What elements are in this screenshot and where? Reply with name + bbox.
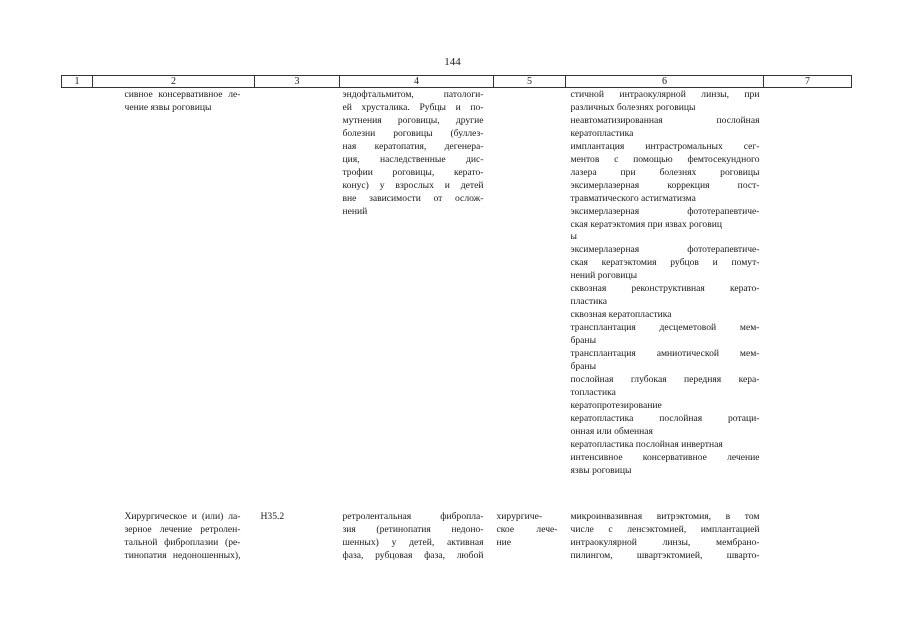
cell-line: Хирургическое и (или) ла- — [124, 511, 241, 522]
cell-line: чение язвы роговицы — [124, 101, 212, 113]
cell-line: эксимерлазерная коррекция пост- — [570, 179, 760, 191]
cell-line: ретролентальная фибропла- — [342, 511, 484, 522]
cell-line: топластика — [570, 386, 616, 398]
header-col-7: 7 — [764, 76, 852, 88]
cell-line: H35.2 — [260, 511, 285, 522]
page-number: 144 — [444, 56, 461, 68]
row2-col2 — [93, 509, 255, 563]
cell-line: кератопластика послойная инвертная — [570, 438, 723, 450]
cell-line: конус) у взрослых и детей — [342, 179, 484, 191]
header-col-4: 4 — [340, 76, 494, 88]
row2-col3 — [255, 509, 340, 563]
cell-line: ментов с помощью фемтосекундного — [570, 153, 760, 165]
cell-line: кератопротезирование — [570, 399, 662, 411]
cell-line: ей хрусталика. Рубцы и по- — [342, 101, 484, 113]
cell-line: сквозная реконструктивная керато- — [570, 283, 760, 295]
row1-col2 — [93, 88, 255, 510]
cell-line: эксимерлазерная фототерапевтиче- — [570, 205, 760, 217]
cell-line: стичной интраокулярной линзы, при — [570, 89, 760, 100]
cell-line: пластика — [570, 296, 608, 308]
cell-line: браны — [570, 335, 597, 347]
cell-line: пилингом, швартэктомией, шварто- — [570, 549, 760, 561]
cell-line: тинопатия недоношенных), — [124, 549, 241, 561]
row1-col7 — [764, 88, 852, 510]
row2-col6 — [566, 509, 764, 563]
cell-line: ция, наследственные дис- — [342, 153, 484, 165]
cell-line: хирургиче- — [496, 511, 543, 522]
cell-line: имплантация интрастромальных сег- — [570, 140, 760, 152]
row1-col6 — [566, 88, 764, 510]
cell-line: трансплантация десцеметовой мем- — [570, 322, 760, 334]
medical-care-table — [61, 75, 852, 563]
row2-col7 — [764, 509, 852, 563]
table-row — [62, 509, 852, 563]
cell-line: тальной фиброплазии (ре- — [124, 536, 241, 548]
header-col-3: 3 — [255, 76, 340, 88]
cell-line: язвы роговицы — [570, 464, 632, 476]
cell-line: ы — [570, 231, 577, 243]
cell-line: онная или обменная — [570, 425, 653, 437]
cell-line: числе с ленсэктомией, имплантацией — [570, 523, 760, 535]
cell-line: микроинвазивная витрэктомия, в том — [570, 511, 760, 522]
row1-col5 — [494, 88, 566, 510]
cell-line: браны — [570, 361, 597, 373]
row1-col4 — [340, 88, 494, 510]
header-col-2: 2 — [93, 76, 255, 88]
row1-col1 — [62, 88, 93, 510]
cell-line: ское лече- — [496, 523, 558, 535]
cell-line: болезни роговицы (буллез- — [342, 127, 484, 139]
cell-line: зия (ретинопатия недоно- — [342, 523, 484, 535]
cell-line: мутнения роговицы, другие — [342, 114, 484, 126]
cell-line: эндофтальмитом, патологи- — [342, 89, 484, 100]
row2-col4 — [340, 509, 494, 563]
cell-line: травматического астигматизма — [570, 192, 696, 204]
cell-line: нений — [342, 205, 368, 217]
row2-col5 — [494, 509, 566, 563]
cell-line: сквозная кератопластика — [570, 309, 672, 321]
cell-line: различных болезнях роговицы — [570, 101, 696, 113]
row2-col1 — [62, 509, 93, 563]
cell-line: ская кератэктомия при язвах роговиц — [570, 218, 723, 230]
cell-line: послойная глубокая передняя кера- — [570, 373, 760, 385]
header-col-1: 1 — [62, 76, 93, 88]
cell-line: вне зависимости от ослож- — [342, 192, 484, 204]
cell-line: кератопластика — [570, 127, 634, 139]
cell-line: ная кератопатия, дегенера- — [342, 140, 484, 152]
cell-line: неавтоматизированная послойная — [570, 114, 760, 126]
cell-line: лазера при болезнях роговицы — [570, 166, 760, 178]
cell-line: сивное консервативное ле- — [124, 89, 241, 100]
cell-line: эксимерлазерная фототерапевтиче- — [570, 244, 760, 256]
cell-line: кератопластика послойная ротаци- — [570, 412, 760, 424]
cell-line: ние — [496, 536, 512, 548]
cell-line: интраокулярной линзы, мембрано- — [570, 536, 760, 548]
row1-col3 — [255, 88, 340, 510]
header-col-5: 5 — [494, 76, 566, 88]
cell-line: трансплантация амниотической мем- — [570, 348, 760, 360]
cell-line: шенных) у детей, активная — [342, 536, 484, 548]
header-col-6: 6 — [566, 76, 764, 88]
cell-line: интенсивное консервативное лечение — [570, 451, 760, 463]
cell-line: зерное лечение ретролен- — [124, 523, 241, 535]
cell-line: нений роговицы — [570, 270, 638, 282]
table-header-row — [62, 76, 852, 88]
cell-line: трофии роговицы, керато- — [342, 166, 484, 178]
cell-line: фаза, рубцовая фаза, любой — [342, 549, 484, 561]
table-row — [62, 88, 852, 510]
cell-line: ская кератэктомия рубцов и помут- — [570, 257, 760, 269]
